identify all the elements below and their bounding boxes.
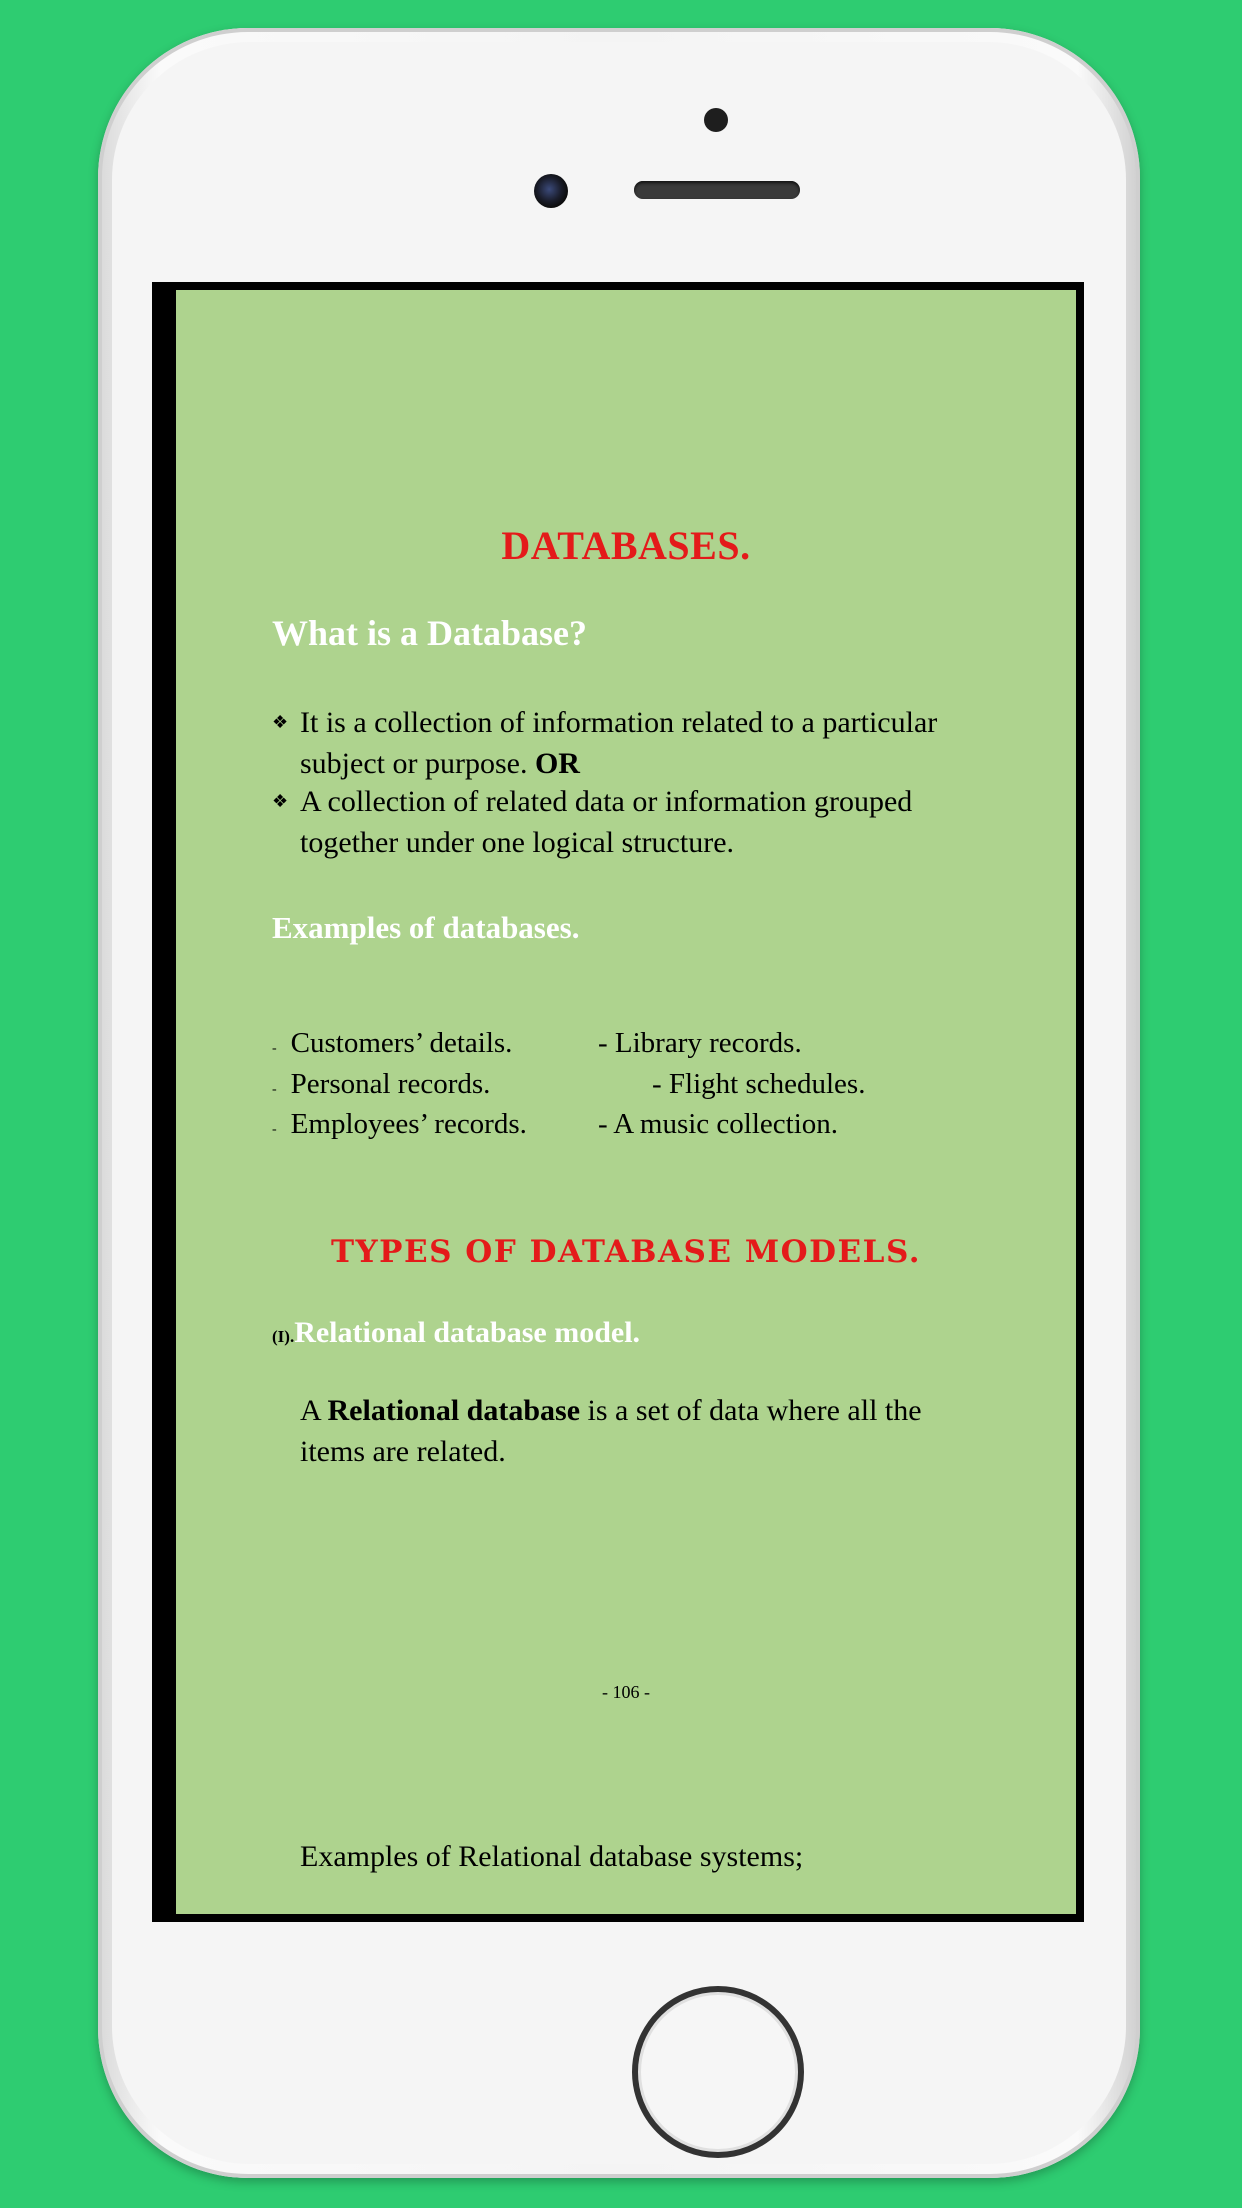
dash: - <box>272 1082 277 1097</box>
diamond-bullet-icon: ❖ <box>272 712 289 732</box>
relational-description: A Relational database is a set of data where all the items are related. <box>300 1394 922 1468</box>
bullet-item-2 <box>272 781 992 863</box>
relational-heading <box>272 1316 640 1350</box>
home-button[interactable] <box>632 1986 804 2158</box>
document-page[interactable] <box>176 290 1076 1914</box>
example-right-2: - Flight schedules. <box>652 1068 866 1100</box>
dash: - <box>272 1122 277 1137</box>
what-is-database-heading: What is a Database? <box>272 613 588 653</box>
earpiece-speaker <box>634 181 800 199</box>
example-right-3: - A music collection. <box>598 1108 839 1140</box>
example-left-2: - Personal records. <box>272 1068 491 1100</box>
proximity-sensor <box>704 108 728 132</box>
example-left-3: - Employees’ records. <box>272 1108 527 1140</box>
bullet-text-2: A collection of related data or information grouped together under one logical structure. <box>300 785 913 859</box>
screen <box>152 282 1084 1922</box>
relational-examples-text: Examples of Relational database systems; <box>300 1840 804 1873</box>
dash: - <box>272 1041 277 1056</box>
example-right-1: - Library records. <box>598 1027 802 1059</box>
diamond-bullet-icon: ❖ <box>272 791 289 811</box>
bullet-item-1 <box>272 702 992 784</box>
front-camera <box>534 174 568 208</box>
relational-number: (I). <box>272 1327 295 1346</box>
page-title: DATABASES. <box>501 523 751 568</box>
relational-label: Relational database model. <box>294 1316 641 1349</box>
example-left-1: - Customers’ details. <box>272 1027 513 1059</box>
bullet-or: OR <box>534 747 580 780</box>
page-number: - 106 - <box>602 1682 650 1702</box>
bullet-text-1: It is a collection of information related to a particular subject or purpose. <box>300 706 938 780</box>
examples-heading: Examples of databases. <box>272 910 580 945</box>
types-heading: TYPES OF DATABASE MODELS. <box>330 1234 922 1270</box>
